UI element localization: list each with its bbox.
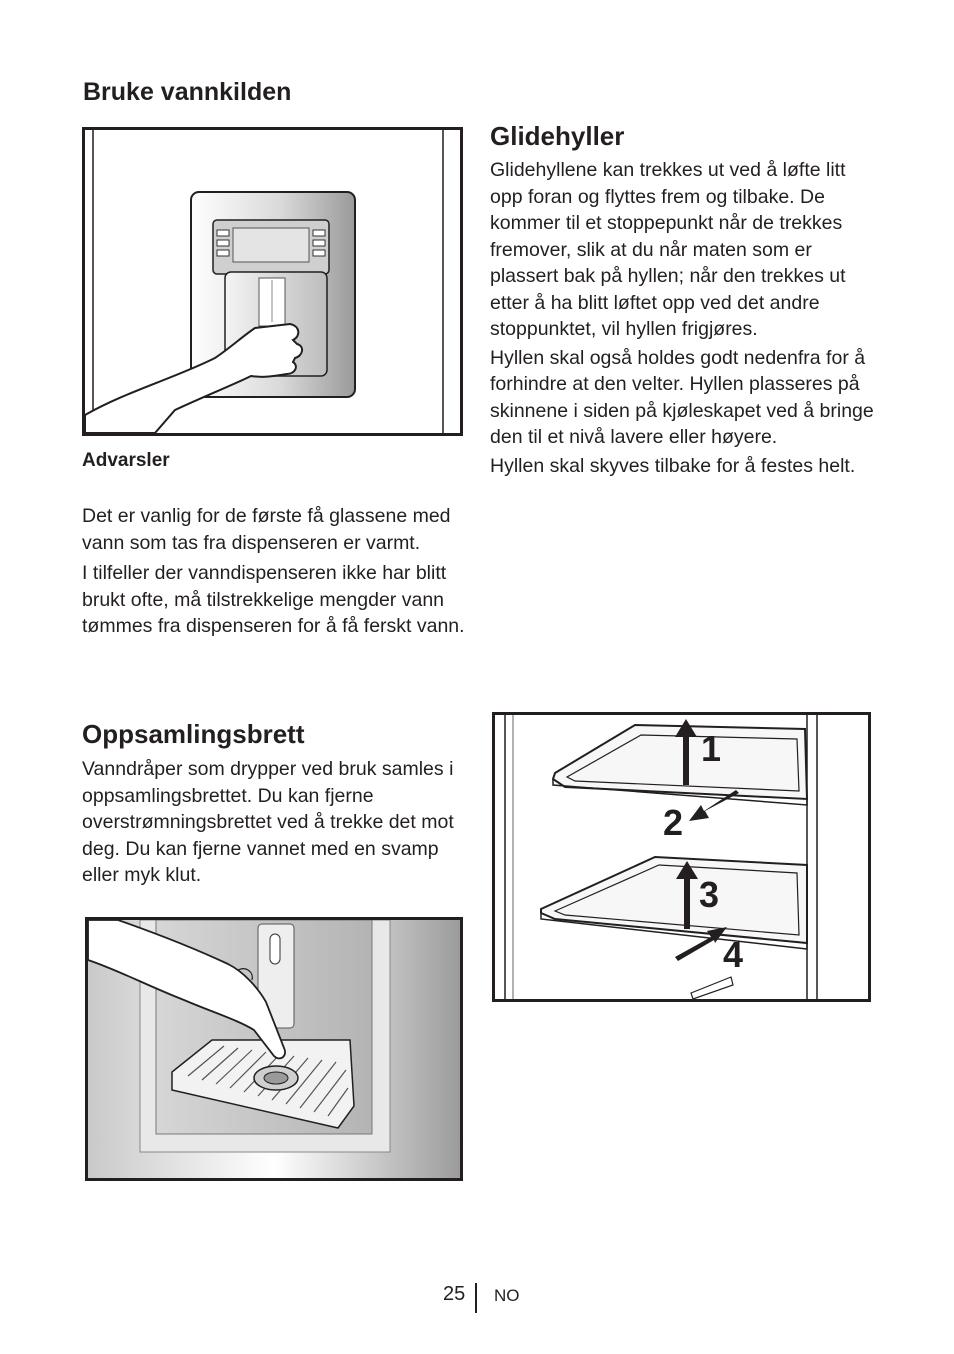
shelf-step-label-4: 4 [723,934,744,975]
glidehyller-paragraph: Hyllen skal også holdes godt nedenfra for å forhindre at den velter. Hyllen plasseres på skinnene i siden på kjøleskapet ved å bringe den til et nivå lavere eller høyere. [490,346,874,448]
shelf-step-label-2: 2 [663,802,684,843]
shelf-step-label-3: 3 [699,874,720,915]
dispenser-illustration [82,127,463,436]
warnings-text [82,503,467,640]
glidehyller-text [490,157,878,479]
section-title-bruke-vannkilden: Bruke vannkilden [83,78,292,106]
warnings-paragraph: I tilfeller der vanndispenseren ikke har blitt brukt ofte, må tilstrekkelige mengder vann tømmes fra dispenseren for å få ferskt vann. [82,562,465,637]
section-title-oppsamlingsbrett: Oppsamlingsbrett [82,719,305,749]
warnings-paragraph: Det er vanlig for de første få glassene med vann som tas fra dispenseren er varmt. [82,505,451,554]
sliding-shelves-illustration [492,712,871,1002]
oppsamling-text [82,756,474,889]
section-title-glidehyller: Glidehyller [490,121,625,151]
drip-tray-illustration [85,917,463,1181]
footer-divider [475,1283,477,1313]
language-code: NO [494,1286,520,1305]
oppsamling-paragraph: Vanndråper som drypper ved bruk samles i oppsamlingsbrettet. Du kan fjerne overstrømningsbrettet ved å trekke det mot deg. Du kan fjerne vannet med en svamp eller myk klut. [82,758,454,886]
shelf-step-label-1: 1 [701,728,722,769]
warnings-heading: Advarsler [82,450,170,471]
page-number: 25 [443,1283,466,1305]
glidehyller-paragraph: Hyllen skal skyves tilbake for å festes helt. [490,454,856,477]
glidehyller-paragraph: Glidehyllene kan trekkes ut ved å løfte litt opp foran og flyttes frem og tilbake. De kommer til et stoppepunkt når de trekkes fremover, slik at du når maten som er plassert bak på hyllen; når den trekkes ut etter å ha blitt løftet opp ved det andre stoppunktet, vil hyllen frigjøres. [490,159,846,340]
